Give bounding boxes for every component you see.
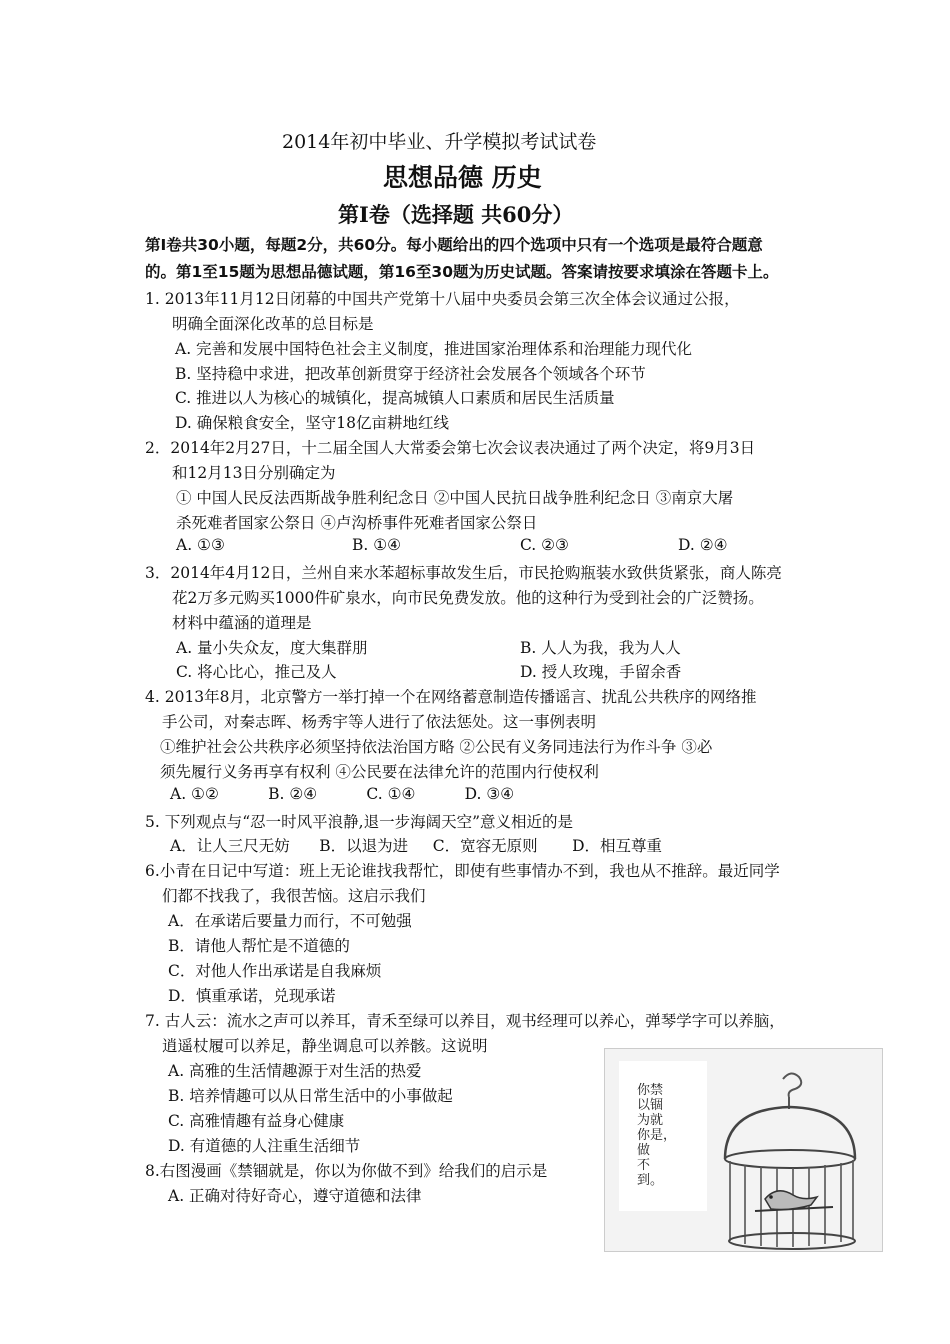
subject-title: 思想品德 历史	[383, 163, 542, 192]
question-6-option-a: A．在承诺后要量力而行，不可勉强	[168, 912, 412, 930]
question-6-option-d: D．慎重承诺，兑现承诺	[168, 987, 336, 1005]
question-8-stem: 8.右图漫画《禁锢就是，你以为你做不到》给我们的启示是	[145, 1162, 548, 1180]
question-4-options: A. ①② B. ②④ C. ①④ D. ③④	[170, 785, 515, 803]
question-3-option-a: A. 量小失众友，度大集群朋	[176, 639, 368, 657]
question-2-items: ① 中国人民反法西斯战争胜利纪念日 ②中国人民抗日战争胜利纪念日 ③南京大屠	[176, 489, 734, 507]
question-4-items: ①维护社会公共秩序必须坚持依法治国方略 ②公民有义务同违法行为作斗争 ③必	[160, 738, 713, 756]
question-1-option-c: C. 推进以人为核心的城镇化，提高城镇人口素质和居民生活质量	[175, 389, 615, 407]
question-4-stem: 4. 2013年8月，北京警方一举打掉一个在网络蓄意制造传播谣言、扰乱公共秩序的网络推	[145, 688, 757, 706]
question-7-option-c: C. 高雅情趣有益身心健康	[168, 1112, 345, 1130]
question-2-option-a: A. ①③	[176, 536, 225, 554]
question-4-stem-cont: 手公司，对秦志晖、杨秀宇等人进行了依法惩处。这一事例表明	[162, 713, 597, 731]
birdcage-icon	[605, 1049, 882, 1251]
cartoon-caption-line-5: 做	[637, 1143, 651, 1158]
cartoon-caption-line-7: 到。	[637, 1173, 664, 1188]
question-2-stem: 2．2014年2月27日，十二届全国人大常委会第七次会议表决通过了两个决定，将9月3日	[145, 439, 756, 457]
question-7-stem-cont: 逍遥杖履可以养足，静坐调息可以养骸。这说明	[162, 1037, 488, 1055]
cartoon-caption-line-3: 为就	[637, 1113, 664, 1128]
question-3-option-b: B. 人人为我，我为人人	[520, 639, 681, 657]
instructions-line-1: 第Ⅰ卷共30小题，每题2分，共60分。每小题给出的四个选项中只有一个选项是最符合题意	[145, 236, 763, 254]
question-6-option-b: B．请他人帮忙是不道德的	[168, 937, 350, 955]
instructions-line-2: 的。第1至15题为思想品德试题，第16至30题为历史试题。答案请按要求填涂在答题卡上。	[145, 263, 779, 281]
question-1-stem: 1. 2013年11月12日闭幕的中国共产党第十八届中央委员会第三次全体会议通过公报，	[145, 290, 740, 308]
question-5-stem: 5. 下列观点与“忍一时风平浪静,退一步海阔天空”意义相近的是	[145, 813, 573, 831]
question-7-option-b: B. 培养情趣可以从日常生活中的小事做起	[168, 1087, 453, 1105]
question-1-option-a: A. 完善和发展中国特色社会主义制度，推进国家治理体系和治理能力现代化	[175, 340, 693, 358]
cartoon-image	[604, 1048, 883, 1252]
question-2-items-cont: 杀死难者国家公祭日 ④卢沟桥事件死难者国家公祭日	[176, 514, 538, 532]
question-3-stem-cont: 花2万多元购买1000件矿泉水，向市民免费发放。他的这种行为受到社会的广泛赞扬。	[172, 589, 764, 607]
cartoon-caption-line-4: 你是，	[637, 1128, 677, 1143]
question-3-stem: 3．2014年4月12日，兰州自来水苯超标事故发生后，市民抢购瓶装水致供货紧张，商人陈亮	[145, 564, 782, 582]
question-2-stem-cont: 和12月13日分别确定为	[172, 464, 336, 482]
question-7-option-a: A. 高雅的生活情趣源于对生活的热爱	[168, 1062, 422, 1080]
question-3-option-c: C. 将心比心，推己及人	[176, 663, 337, 681]
question-1-option-b: B. 坚持稳中求进，把改革创新贯穿于经济社会发展各个领域各个环节	[175, 365, 646, 383]
question-6-stem: 6.小青在日记中写道：班上无论谁找我帮忙，即使有些事情办不到，我也从不推辞。最近同学	[145, 862, 780, 880]
cartoon-caption-line-1: 你禁	[637, 1083, 664, 1098]
question-6-option-c: C．对他人作出承诺是自我麻烦	[168, 962, 382, 980]
cartoon-caption-line-6: 不	[637, 1158, 651, 1173]
question-7-stem: 7. 古人云：流水之声可以养耳，青禾至绿可以养目，观书经理可以养心，弹琴学字可以养脑，	[145, 1012, 785, 1030]
question-2-option-d: D. ②④	[678, 536, 728, 554]
question-4-items-cont: 须先履行义务再享有权利 ④公民要在法律允许的范围内行使权利	[160, 763, 599, 781]
question-1-stem-cont: 明确全面深化改革的总目标是	[172, 315, 374, 333]
question-1-option-d: D. 确保粮食安全，坚守18亿亩耕地红线	[175, 414, 449, 432]
question-3-option-d: D. 授人玫瑰，手留余香	[520, 663, 682, 681]
exam-title: 2014年初中毕业、升学模拟考试试卷	[282, 131, 597, 153]
cartoon-caption-line-2: 以锢	[637, 1098, 664, 1113]
question-8-option-a: A. 正确对待好奇心，遵守道德和法律	[168, 1187, 422, 1205]
question-2-option-c: C. ②③	[520, 536, 569, 554]
question-6-stem-cont: 们都不找我了，我很苦恼。这启示我们	[162, 887, 426, 905]
question-7-option-d: D. 有道德的人注重生活细节	[168, 1137, 361, 1155]
question-5-options: A．让人三尺无妨 B．以退为进 C．宽容无原则 D．相互尊重	[170, 837, 663, 855]
question-2-option-b: B. ①④	[352, 536, 402, 554]
question-3-prompt: 材料中蕴涵的道理是	[172, 614, 312, 632]
section-title: 第Ⅰ卷（选择题 共60分）	[338, 202, 574, 227]
